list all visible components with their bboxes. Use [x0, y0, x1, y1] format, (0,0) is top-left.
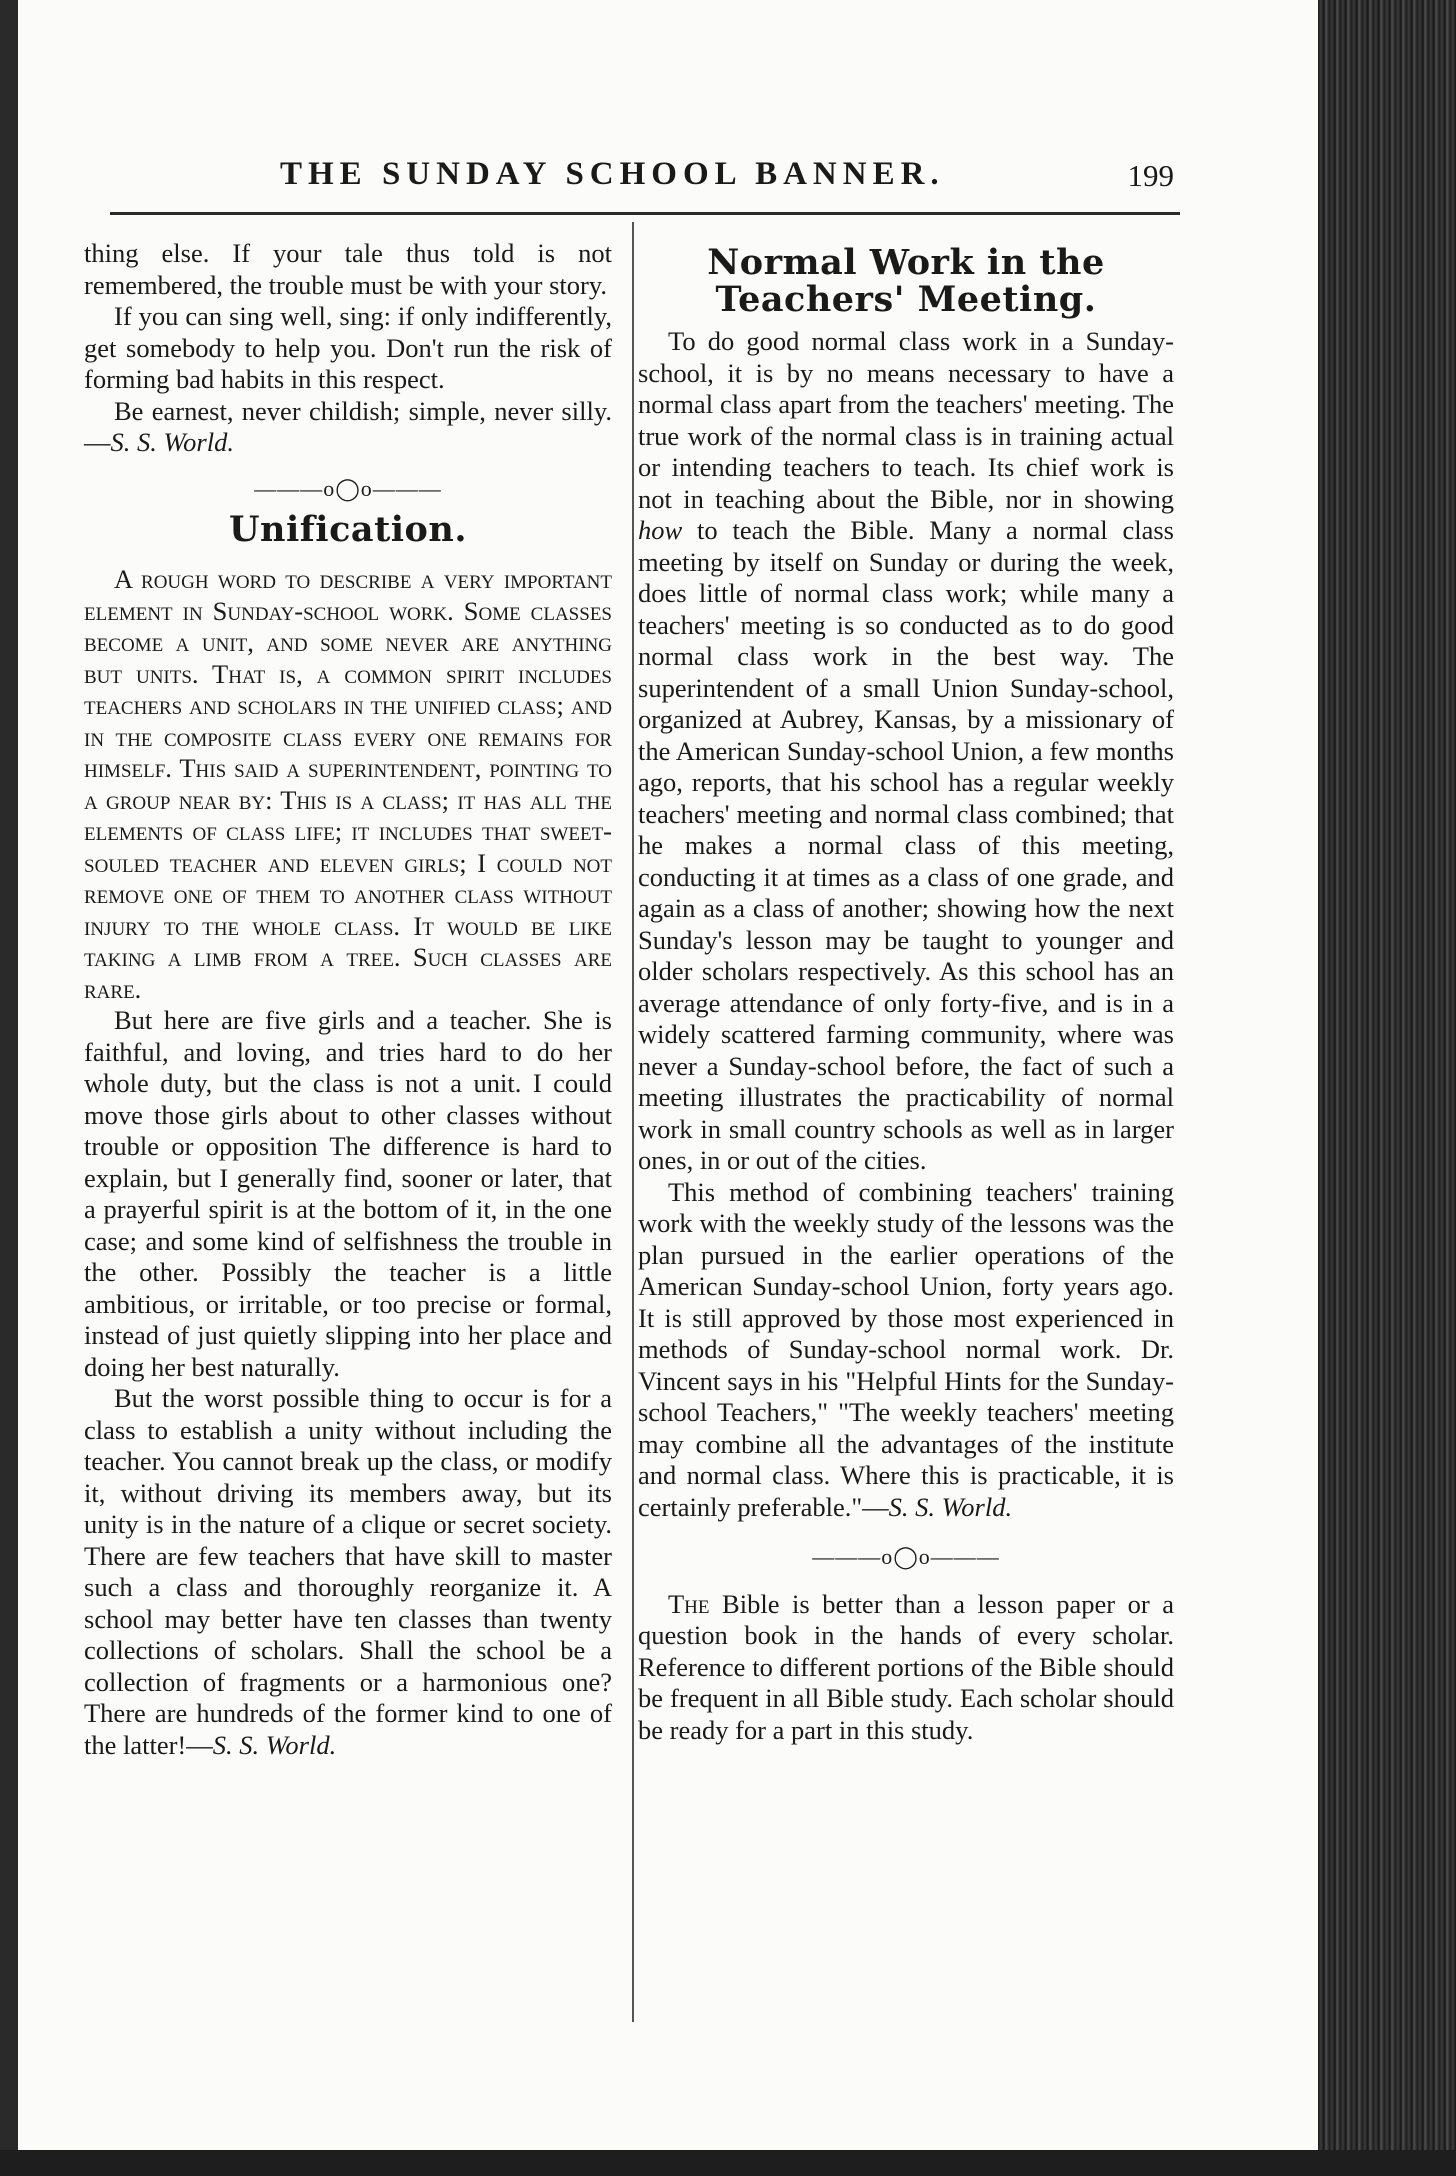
paragraph-text: This method of combining teachers' training work with the weekly study of the lessons was the plan pursued in the earlier operations of the American Sunday-school Union, forty years ago. It is still approved by those most experienced in methods of Sunday-school normal work. Dr. Vincent says in his "Helpful Hints for the Sunday-school Teachers," "The weekly teachers' meeting may combine all the advantages of the institute and normal class. Where this is practicable, it is certainly preferable."— — [638, 1176, 1174, 1522]
paragraph-text: rough word to describe a very important element in Sunday-school work. Some classes become a unit, and some never are anything but units. That is, a common spirit includes teachers and scholars in the unified class; and in the composite class every one remains for himself. This said a superintendent, pointing to a group near by: This is a class; it has all the elements of class life; it includes that sweet-souled teacher and eleven girls; I could not remove one of them to another class without injury to the whole class. It would be like taking a limb from a tree. Such classes are rare. — [84, 564, 612, 1004]
paragraph-text: To do good normal class work in a Sunday-school, it is by no means necessary to have a normal class apart from the teachers' meeting. The true work of the normal class is in training actual or intending teachers to teach. Its chief work is not in teaching about the Bible, nor in showing — [638, 326, 1174, 514]
column-divider — [632, 222, 634, 2022]
lead-word: A — [114, 564, 132, 594]
paragraph — [84, 564, 612, 1005]
paragraph: If you can sing well, sing: if only indifferently, get somebody to help you. Don't run the risk of forming bad habits in this respect. — [84, 301, 612, 394]
paragraph — [84, 396, 612, 459]
paragraph — [638, 1589, 1174, 1747]
scan-bottom-edge — [0, 2150, 1456, 2176]
paragraph — [638, 326, 1174, 1177]
paragraph — [638, 1177, 1174, 1524]
lead-word: The — [668, 1588, 710, 1619]
citation: S. S. World. — [110, 427, 234, 457]
section-divider: ———o◯o——— — [254, 475, 442, 501]
emphasis: how — [638, 515, 683, 545]
header-rule — [110, 212, 1180, 215]
section-divider: ———o◯o——— — [812, 1544, 1000, 1569]
paragraph — [84, 1383, 612, 1761]
paragraph-text: Bible is better than a lesson paper or a question book in the hands of every scholar. Reference to different portions of the Bible should be frequent in all Bible study. Each scholar should be ready for a part in this study. — [638, 1588, 1175, 1745]
right-column — [638, 238, 1174, 1746]
running-title: THE SUNDAY SCHOOL BANNER. — [280, 156, 945, 192]
paragraph-text: to teach the Bible. Many a normal class meeting by itself on Sunday or during the week, does little of normal class work; while many a teachers' meeting is so conducted as to do good normal class work in the best way. The superintendent of a small Union Sunday-school, organized at Aubrey, Kansas, by a missionary of the American Sunday-school Union, a few months ago, reports, that his school has a regular weekly teachers' meeting and normal class combined; that he makes a normal class of this meeting, conducting it at times as a class of one grade, and again as a class of another; showing how the next Sunday's lesson may be taught to younger and older scholars respectively. As this school has an average attendance of only forty-five, and is in a widely scattered farming community, where was never a Sunday-school before, the fact of such a meeting illustrates the practicability of normal work in small country schools as well as in larger ones, in or out of the cities. — [638, 515, 1174, 1175]
scan-left-edge — [0, 0, 18, 2176]
paragraph-text: But the worst possible thing to occur is for a class to establish a unity without including the teacher. You cannot break up the class, or modify it, without driving its members away, but its unity is in the nature of a clique or secret society. There are few teachers that have skill to master such a class and thoroughly reorganize it. A school may better have ten classes than twenty collections of scholars. Shall the school be a collection of fragments or a harmonious one? There are hundreds of the former kind to one of the latter!— — [84, 1383, 612, 1760]
running-header — [110, 150, 1180, 200]
paragraph-text: Be earnest, never childish; simple, never silly.— — [84, 395, 612, 457]
article-heading-unification: Unification. — [228, 509, 468, 550]
page-number: 199 — [1127, 158, 1174, 193]
left-column — [84, 238, 612, 1761]
book-spine — [1318, 0, 1456, 2176]
article-heading-normal-work: Normal Work in the Teachers' Meeting. — [707, 242, 1105, 320]
paragraph: But here are five girls and a teacher. She is faithful, and loving, and tries hard to do her whole duty, but the class is not a unit. I could move those girls about to other classes without trouble or opposition The difference is hard to explain, but I generally find, sooner or later, that a prayerful spirit is at the bottom of it, in the one case; and some kind of selfishness the trouble in the other. Possibly the teacher is a little ambitious, or irritable, or too precise or formal, instead of just quietly slipping into her place and doing her best naturally. — [84, 1005, 612, 1382]
paragraph: thing else. If your tale thus told is not remembered, the trouble must be with your story. — [84, 238, 612, 300]
citation: S. S. World. — [888, 1491, 1013, 1522]
citation: S. S. World. — [212, 1729, 337, 1760]
